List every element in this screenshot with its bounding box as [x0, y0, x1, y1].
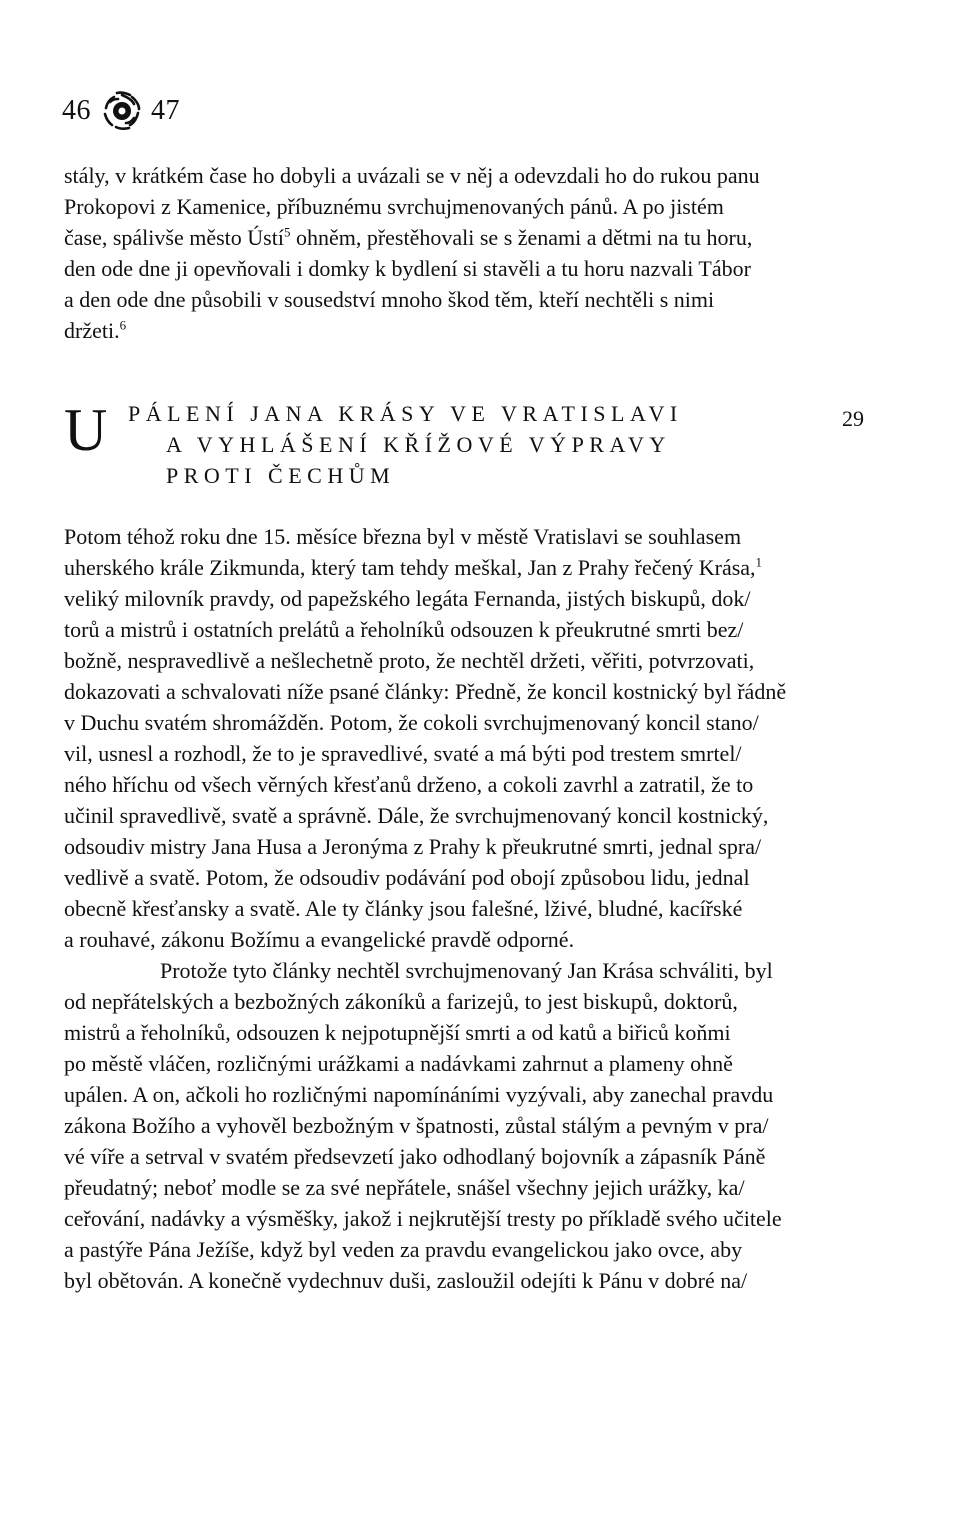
text-line: mistrů a řeholníků, odsouzen k nejpotupnější smrti a od katů a biřiců koňmi: [64, 1020, 731, 1045]
text-line: veliký milovník pravdy, od papežského legáta Fernanda, jistých biskupů, dok/: [64, 586, 751, 611]
text-line: držeti.$^6$: [64, 317, 127, 343]
chapter-number: 29: [842, 406, 864, 431]
intro-paragraph: [64, 160, 904, 346]
text-line: božně, nespravedlivě a nešlechetně proto, že nechtěl držeti, věřiti, potvrzovati,: [64, 648, 755, 673]
text-line: Protože tyto články nechtěl svrchujmenovaný Jan Krása schváliti, byl: [160, 958, 773, 983]
text-line: a den ode dne působili v sousedství mnoho škod těm, kteří nechtěli s nimi: [64, 287, 715, 312]
text-line: byl obětován. A konečně vydechnuv duši, zasloužil odejíti k Pánu v dobré na/: [64, 1268, 748, 1293]
text-line: vé víře a setrval v svatém předsevzetí jako odhodlaný bojovník a zápasník Páně: [64, 1144, 766, 1169]
text-line: torů a mistrů i ostatních prelátů a řeholníků odsouzen k přeukrutné smrti bez/: [64, 617, 744, 642]
text-line: upálen. A on, ačkoli ho rozličnými napomínáními vyzývali, aby zanechal pravdu: [64, 1082, 774, 1107]
text-line: Potom téhož roku dne 15. měsíce března byl v městě Vratislavi se souhlasem: [64, 524, 742, 549]
text-line: od nepřátelských a bezbožných zákoníků a farizejů, to jest biskupů, doktorů,: [64, 989, 738, 1014]
chapter-title-line: A VYHLÁŠENÍ KŘÍŽOVÉ VÝPRAVY: [166, 432, 671, 457]
footnote-marker[interactable]: 1: [755, 554, 763, 570]
text-line: a rouhavé, zákonu Božímu a evangelické pravdě odporné.: [64, 927, 575, 952]
text-line: den ode dne ji opevňovali i domky k bydlení si stavěli a tu horu nazvali Tábor: [64, 256, 751, 281]
text-line: Prokopovi z Kamenice, příbuznému svrchujmenovaných pánů. A po jistém: [64, 194, 724, 219]
right-page-number: 47: [151, 95, 180, 126]
chapter-title-line: PÁLENÍ JANA KRÁSY VE VRATISLAVI: [128, 401, 683, 426]
text-line: ného hříchu od všech věrných křesťanů drženo, a cokoli zavrhl a zatratil, že to: [64, 772, 754, 797]
left-page-number: 46: [62, 95, 91, 126]
text-line: čase, spálivše město Ústí$^5$ ohněm, přestěhovali se s ženami a dětmi na tu horu,: [64, 224, 753, 250]
drop-cap-initial: U: [64, 397, 108, 463]
text-line: uherského krále Zikmunda, který tam tehdy meškal, Jan z Prahy řečený Krása,$^1$: [64, 554, 763, 580]
body-paragraph: [64, 521, 904, 1296]
chapter-title: [128, 398, 683, 491]
text-line: ceřování, nadávky a výsměšky, jakož i nejkrutější tresty po příkladě svého učitele: [64, 1206, 782, 1231]
text-line: a pastýře Pána Ježíše, když byl veden za pravdu evangelickou jako ovce, aby: [64, 1237, 743, 1262]
text-line: vedlivě a svatě. Potom, že odsoudiv podávání pod obojí způsobou lidu, jednal: [64, 865, 750, 890]
text-line: přeudatný; neboť modle se za své nepřátele, snášel všechny jejich urážky, ka/: [64, 1175, 745, 1200]
text-line: obecně křesťansky a svatě. Ale ty články jsou falešné, lživé, bludné, kacířské: [64, 896, 743, 921]
chapter-heading: [64, 398, 904, 498]
text-line: po městě vláčen, rozličnými urážkami a nadávkami zahrnut a plameny ohně: [64, 1051, 733, 1076]
text-line: stály, v krátkém čase ho dobyli a uvázali se v něj a odevzdali ho do rukou panu: [64, 163, 760, 188]
text-line: zákona Božího a vyhověl bezbožným v špatnosti, zůstal stálým a pevným v pra/: [64, 1113, 769, 1138]
text-line: dokazovati a schvalovati níže psané články: Předně, že koncil kostnický byl řádně: [64, 679, 787, 704]
text-line: vil, usnesl a rozhodl, že to je spravedlivé, svaté a má býti pod trestem smrtel/: [64, 741, 742, 766]
spiral-ornament-icon: [99, 88, 145, 134]
text-line: odsoudiv mistry Jana Husa a Jeronýma z Prahy k přeukrutné smrti, jednal spra/: [64, 834, 762, 859]
text-line: učinil spravedlivě, svatě a správně. Dále, že svrchujmenovaný koncil kostnický,: [64, 803, 769, 828]
footnote-marker[interactable]: 6: [119, 317, 127, 333]
chapter-title-line: PROTI ČECHŮM: [166, 463, 396, 488]
text-line: v Duchu svatém shromážděn. Potom, že cokoli svrchujmenovaný koncil stano/: [64, 710, 759, 735]
footnote-marker[interactable]: 5: [283, 224, 291, 240]
page-folio: [62, 88, 180, 134]
